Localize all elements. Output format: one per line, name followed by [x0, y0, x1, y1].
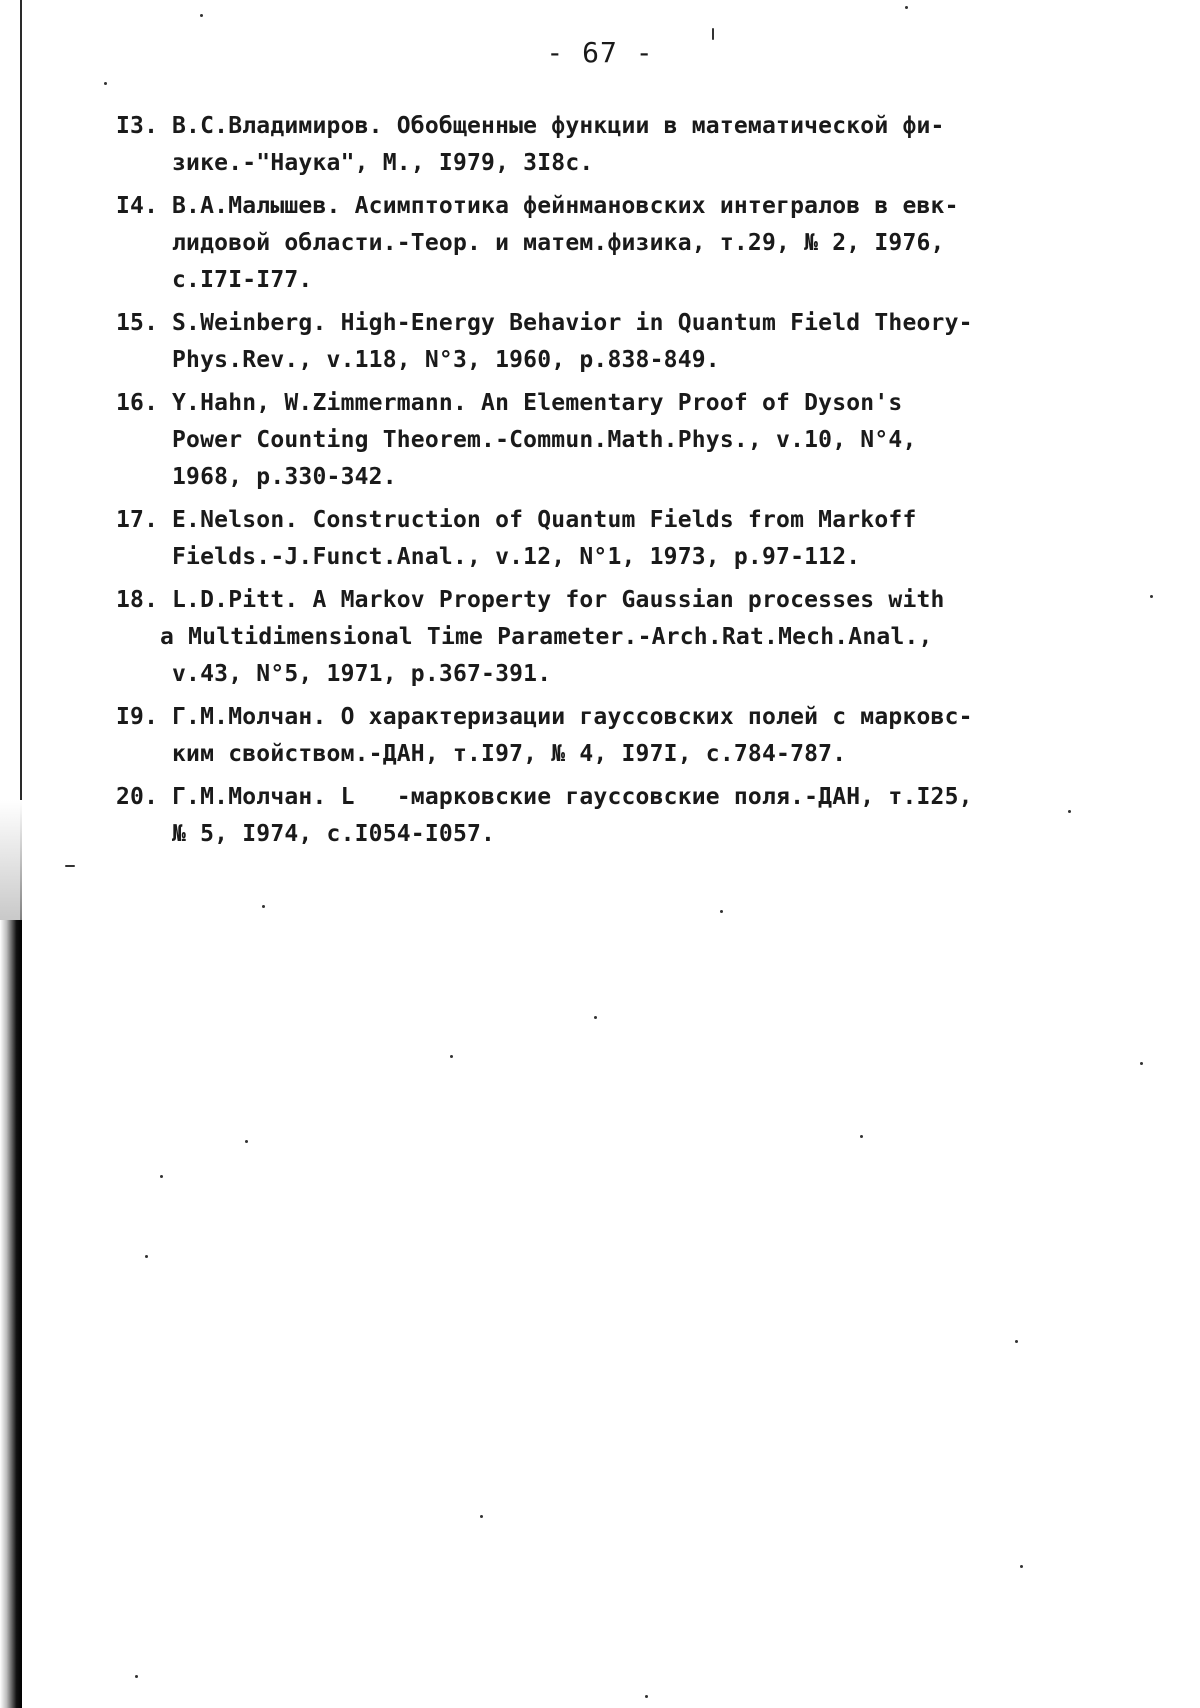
scan-edge-shadow — [0, 800, 22, 940]
reference-line: Г.М.Молчан. L -марковские гауссовские поля.-ДАН, т.I25, — [172, 784, 973, 810]
reference-line: ким свойством.-ДАН, т.I97, № 4, I97I, с.784-787. — [172, 741, 847, 767]
scan-speck — [1140, 1062, 1143, 1065]
scan-speck — [1068, 810, 1071, 813]
scan-speck — [1150, 595, 1153, 598]
reference-line: 1968, p.330-342. — [172, 464, 397, 490]
reference-line: № 5, I974, с.I054-I057. — [172, 821, 496, 847]
reference-line: Power Counting Theorem.-Commun.Math.Phys., v.10, N°4, — [172, 427, 917, 453]
reference-line: L.D.Pitt. A Markov Property for Gaussian processes with — [172, 587, 945, 613]
scan-speck — [712, 28, 714, 40]
scan-speck — [905, 6, 908, 9]
reference-number: 17. — [116, 507, 159, 533]
reference-number: 20. — [116, 784, 159, 810]
reference-line: Fields.-J.Funct.Anal., v.12, N°1, 1973, p.97-112. — [172, 544, 861, 570]
reference-item — [116, 108, 1096, 182]
scan-speck — [594, 1016, 597, 1019]
page-number: - 67 - — [546, 36, 654, 69]
scan-speck — [645, 1695, 648, 1698]
reference-line: Y.Hahn, W.Zimmermann. An Elementary Proof of Dyson's — [172, 390, 903, 416]
scan-speck — [860, 1135, 863, 1138]
reference-number: I3. — [116, 113, 159, 139]
reference-line: E.Nelson. Construction of Quantum Fields from Markoff — [172, 507, 917, 533]
reference-line: с.I7I-I77. — [172, 267, 313, 293]
reference-line: v.43, N°5, 1971, p.367-391. — [172, 661, 552, 687]
scan-speck — [245, 1140, 248, 1143]
scan-speck — [65, 865, 75, 867]
scan-speck — [1020, 1565, 1023, 1568]
scan-speck — [200, 14, 203, 17]
scan-speck — [450, 1055, 453, 1058]
reference-number: 15. — [116, 310, 159, 336]
reference-line: В.С.Владимиров. Обобщенные функции в математической фи- — [172, 113, 945, 139]
reference-item — [116, 188, 1096, 299]
reference-item — [116, 305, 1096, 379]
reference-line: В.А.Малышев. Асимптотика фейнмановских интегралов в евк- — [172, 193, 959, 219]
scan-edge-band — [0, 920, 22, 1708]
reference-line: лидовой области.-Теор. и матем.физика, т.29, № 2, I976, — [172, 230, 945, 256]
reference-number: 18. — [116, 587, 159, 613]
reference-number: I9. — [116, 704, 159, 730]
reference-item — [116, 699, 1096, 773]
reference-line: Phys.Rev., v.118, N°3, 1960, p.838-849. — [172, 347, 720, 373]
scan-speck — [104, 82, 107, 85]
reference-line: Г.М.Молчан. О характеризации гауссовских полей с марковс- — [172, 704, 973, 730]
scan-speck — [145, 1255, 148, 1258]
reference-line: a Multidimensional Time Parameter.-Arch.Rat.Mech.Anal., — [160, 624, 933, 650]
scan-speck — [160, 1175, 163, 1178]
scan-speck — [135, 1675, 138, 1678]
reference-line: S.Weinberg. High-Energy Behavior in Quantum Field Theory- — [172, 310, 973, 336]
scan-speck — [720, 910, 723, 913]
scan-speck — [262, 905, 265, 908]
reference-item — [116, 582, 1096, 693]
reference-item — [116, 779, 1096, 853]
reference-item — [116, 385, 1096, 496]
reference-item — [116, 502, 1096, 576]
reference-line: зике.-"Наука", М., I979, 3I8с. — [172, 150, 594, 176]
reference-number: 16. — [116, 390, 159, 416]
scan-speck — [1015, 1340, 1018, 1343]
scan-speck — [480, 1515, 483, 1518]
reference-list — [116, 108, 1096, 859]
reference-number: I4. — [116, 193, 159, 219]
